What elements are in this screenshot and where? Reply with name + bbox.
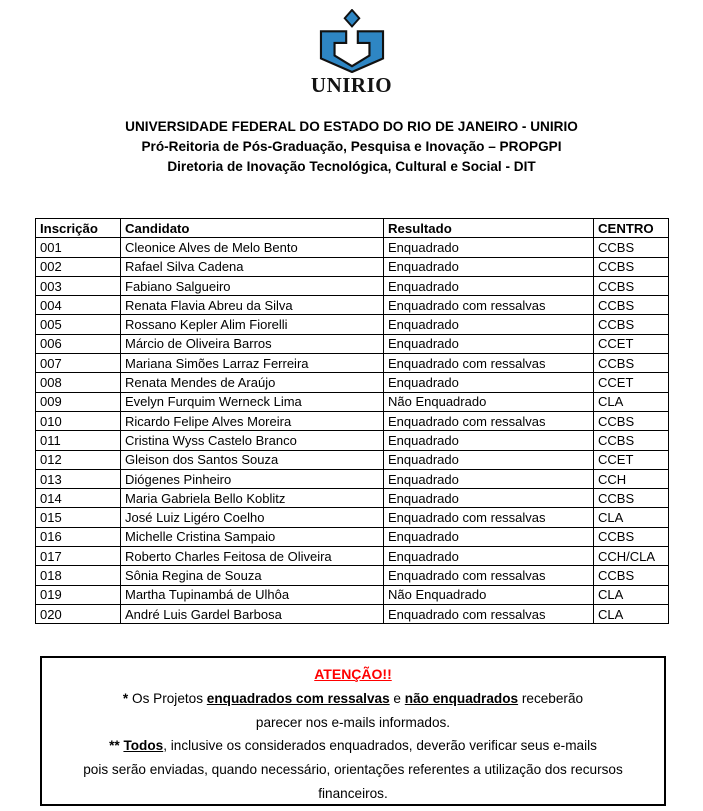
cell-inscricao: 012 xyxy=(36,450,121,469)
table-row xyxy=(36,508,669,527)
cell-resultado: Enquadrado xyxy=(384,489,594,508)
cell-resultado: Enquadrado com ressalvas xyxy=(384,411,594,430)
column-header-centro: CENTRO xyxy=(594,219,669,238)
cell-centro: CCBS xyxy=(594,315,669,334)
cell-inscricao: 009 xyxy=(36,392,121,411)
cell-centro: CCBS xyxy=(594,527,669,546)
cell-candidato: Michelle Cristina Sampaio xyxy=(121,527,384,546)
cell-inscricao: 014 xyxy=(36,489,121,508)
cell-resultado: Enquadrado xyxy=(384,257,594,276)
cell-inscricao: 017 xyxy=(36,547,121,566)
cell-resultado: Enquadrado xyxy=(384,276,594,295)
table-row xyxy=(36,315,669,334)
cell-candidato: Rossano Kepler Alim Fiorelli xyxy=(121,315,384,334)
unirio-logo-icon xyxy=(313,9,391,73)
table-row xyxy=(36,334,669,353)
cell-candidato: Cleonice Alves de Melo Bento xyxy=(121,238,384,257)
notice-line-emails: parecer nos e-mails informados. xyxy=(255,714,451,730)
cell-centro: CCH/CLA xyxy=(594,547,669,566)
org-header xyxy=(0,117,703,177)
cell-inscricao: 001 xyxy=(36,238,121,257)
cell-inscricao: 008 xyxy=(36,373,121,392)
cell-inscricao: 002 xyxy=(36,257,121,276)
cell-inscricao: 016 xyxy=(36,527,121,546)
cell-resultado: Enquadrado com ressalvas xyxy=(384,508,594,527)
cell-centro: CCET xyxy=(594,373,669,392)
notice-asterisk: * xyxy=(122,690,132,706)
cell-centro: CCBS xyxy=(594,411,669,430)
cell-centro: CCBS xyxy=(594,296,669,315)
column-header-inscricao: Inscrição xyxy=(36,219,121,238)
cell-inscricao: 018 xyxy=(36,566,121,585)
notice-line-todos xyxy=(42,734,664,758)
results-table xyxy=(35,218,669,624)
cell-candidato: Maria Gabriela Bello Koblitz xyxy=(121,489,384,508)
cell-centro: CLA xyxy=(594,392,669,411)
table-row xyxy=(36,354,669,373)
cell-centro: CCBS xyxy=(594,354,669,373)
org-name-line2: Pró-Reitoria de Pós-Graduação, Pesquisa e Inovação – PROPGPI xyxy=(141,139,562,154)
cell-resultado: Enquadrado xyxy=(384,469,594,488)
cell-centro: CCBS xyxy=(594,489,669,508)
cell-centro: CLA xyxy=(594,604,669,623)
cell-inscricao: 006 xyxy=(36,334,121,353)
cell-resultado: Enquadrado xyxy=(384,373,594,392)
diamond-icon xyxy=(344,10,359,26)
cell-centro: CCET xyxy=(594,450,669,469)
notice-emphasis: enquadrados com ressalvas xyxy=(206,690,390,706)
table-row xyxy=(36,489,669,508)
table-row xyxy=(36,296,669,315)
org-name-line3: Diretoria de Inovação Tecnológica, Cultural e Social - DIT xyxy=(167,159,536,174)
cell-resultado: Enquadrado com ressalvas xyxy=(384,566,594,585)
attention-title-text: ATENÇÃO!! xyxy=(314,666,392,682)
cell-centro: CCH xyxy=(594,469,669,488)
notice-text: Os Projetos xyxy=(132,690,207,706)
cell-candidato: Fabiano Salgueiro xyxy=(121,276,384,295)
cell-resultado: Não Enquadrado xyxy=(384,392,594,411)
column-header-resultado: Resultado xyxy=(384,219,594,238)
cell-candidato: Roberto Charles Feitosa de Oliveira xyxy=(121,547,384,566)
table-row xyxy=(36,469,669,488)
cell-candidato: Rafael Silva Cadena xyxy=(121,257,384,276)
cell-inscricao: 010 xyxy=(36,411,121,430)
notice-text: receberão xyxy=(518,690,584,706)
cell-candidato: Márcio de Oliveira Barros xyxy=(121,334,384,353)
cell-inscricao: 019 xyxy=(36,585,121,604)
cell-candidato: André Luis Gardel Barbosa xyxy=(121,604,384,623)
table-row xyxy=(36,238,669,257)
cell-centro: CCBS xyxy=(594,238,669,257)
cell-inscricao: 004 xyxy=(36,296,121,315)
table-row xyxy=(36,527,669,546)
cell-resultado: Enquadrado xyxy=(384,334,594,353)
cell-centro: CCBS xyxy=(594,431,669,450)
table-row xyxy=(36,373,669,392)
notice-line-financeiros: financeiros. xyxy=(318,785,388,801)
cell-candidato: Martha Tupinambá de Ulhôa xyxy=(121,585,384,604)
cell-resultado: Enquadrado com ressalvas xyxy=(384,296,594,315)
cell-candidato: Mariana Simões Larraz Ferreira xyxy=(121,354,384,373)
cell-resultado: Enquadrado xyxy=(384,450,594,469)
cell-candidato: Sônia Regina de Souza xyxy=(121,566,384,585)
cell-inscricao: 011 xyxy=(36,431,121,450)
table-row xyxy=(36,547,669,566)
table-header-row xyxy=(36,219,669,238)
cell-candidato: Gleison dos Santos Souza xyxy=(121,450,384,469)
cell-centro: CCBS xyxy=(594,257,669,276)
table-row xyxy=(36,450,669,469)
table-row xyxy=(36,276,669,295)
cell-candidato: José Luiz Ligéro Coelho xyxy=(121,508,384,527)
cell-candidato: Diógenes Pinheiro xyxy=(121,469,384,488)
cell-inscricao: 013 xyxy=(36,469,121,488)
cell-resultado: Enquadrado xyxy=(384,547,594,566)
cell-candidato: Renata Mendes de Araújo xyxy=(121,373,384,392)
cell-resultado: Enquadrado xyxy=(384,431,594,450)
org-name-line1: UNIVERSIDADE FEDERAL DO ESTADO DO RIO DE JANEIRO - UNIRIO xyxy=(125,119,578,134)
attention-title xyxy=(42,663,664,687)
cell-inscricao: 003 xyxy=(36,276,121,295)
cell-candidato: Ricardo Felipe Alves Moreira xyxy=(121,411,384,430)
logo-wordmark: UNIRIO xyxy=(310,73,393,97)
table-row xyxy=(36,257,669,276)
notice-emphasis: não enquadrados xyxy=(404,690,519,706)
cell-candidato: Renata Flavia Abreu da Silva xyxy=(121,296,384,315)
cell-resultado: Enquadrado xyxy=(384,238,594,257)
attention-box xyxy=(40,656,666,806)
table-row xyxy=(36,585,669,604)
cell-resultado: Enquadrado com ressalvas xyxy=(384,604,594,623)
table-row xyxy=(36,604,669,623)
notice-text: , inclusive os considerados enquadrados, deverão verificar seus e-mails xyxy=(163,738,597,754)
cell-centro: CLA xyxy=(594,508,669,527)
cell-inscricao: 005 xyxy=(36,315,121,334)
cell-centro: CCBS xyxy=(594,566,669,585)
cell-centro: CCET xyxy=(594,334,669,353)
logo-block xyxy=(0,9,703,96)
cell-centro: CCBS xyxy=(594,276,669,295)
table-row xyxy=(36,566,669,585)
cell-resultado: Enquadrado xyxy=(384,315,594,334)
column-header-candidato: Candidato xyxy=(121,219,384,238)
cell-inscricao: 020 xyxy=(36,604,121,623)
notice-double-asterisk: ** xyxy=(109,738,124,754)
table-row xyxy=(36,392,669,411)
cell-resultado: Enquadrado xyxy=(384,527,594,546)
notice-line-projects xyxy=(42,687,664,711)
notice-line-orientacoes: pois serão enviadas, quando necessário, orientações referentes a utilização dos recursos xyxy=(83,762,623,778)
table-row xyxy=(36,431,669,450)
u-ribbon-icon xyxy=(320,31,382,72)
cell-resultado: Não Enquadrado xyxy=(384,585,594,604)
cell-candidato: Cristina Wyss Castelo Branco xyxy=(121,431,384,450)
cell-centro: CLA xyxy=(594,585,669,604)
notice-emphasis: Todos xyxy=(123,738,164,754)
cell-inscricao: 015 xyxy=(36,508,121,527)
cell-resultado: Enquadrado com ressalvas xyxy=(384,354,594,373)
cell-inscricao: 007 xyxy=(36,354,121,373)
table-row xyxy=(36,411,669,430)
cell-candidato: Evelyn Furquim Werneck Lima xyxy=(121,392,384,411)
notice-text: e xyxy=(389,690,405,706)
